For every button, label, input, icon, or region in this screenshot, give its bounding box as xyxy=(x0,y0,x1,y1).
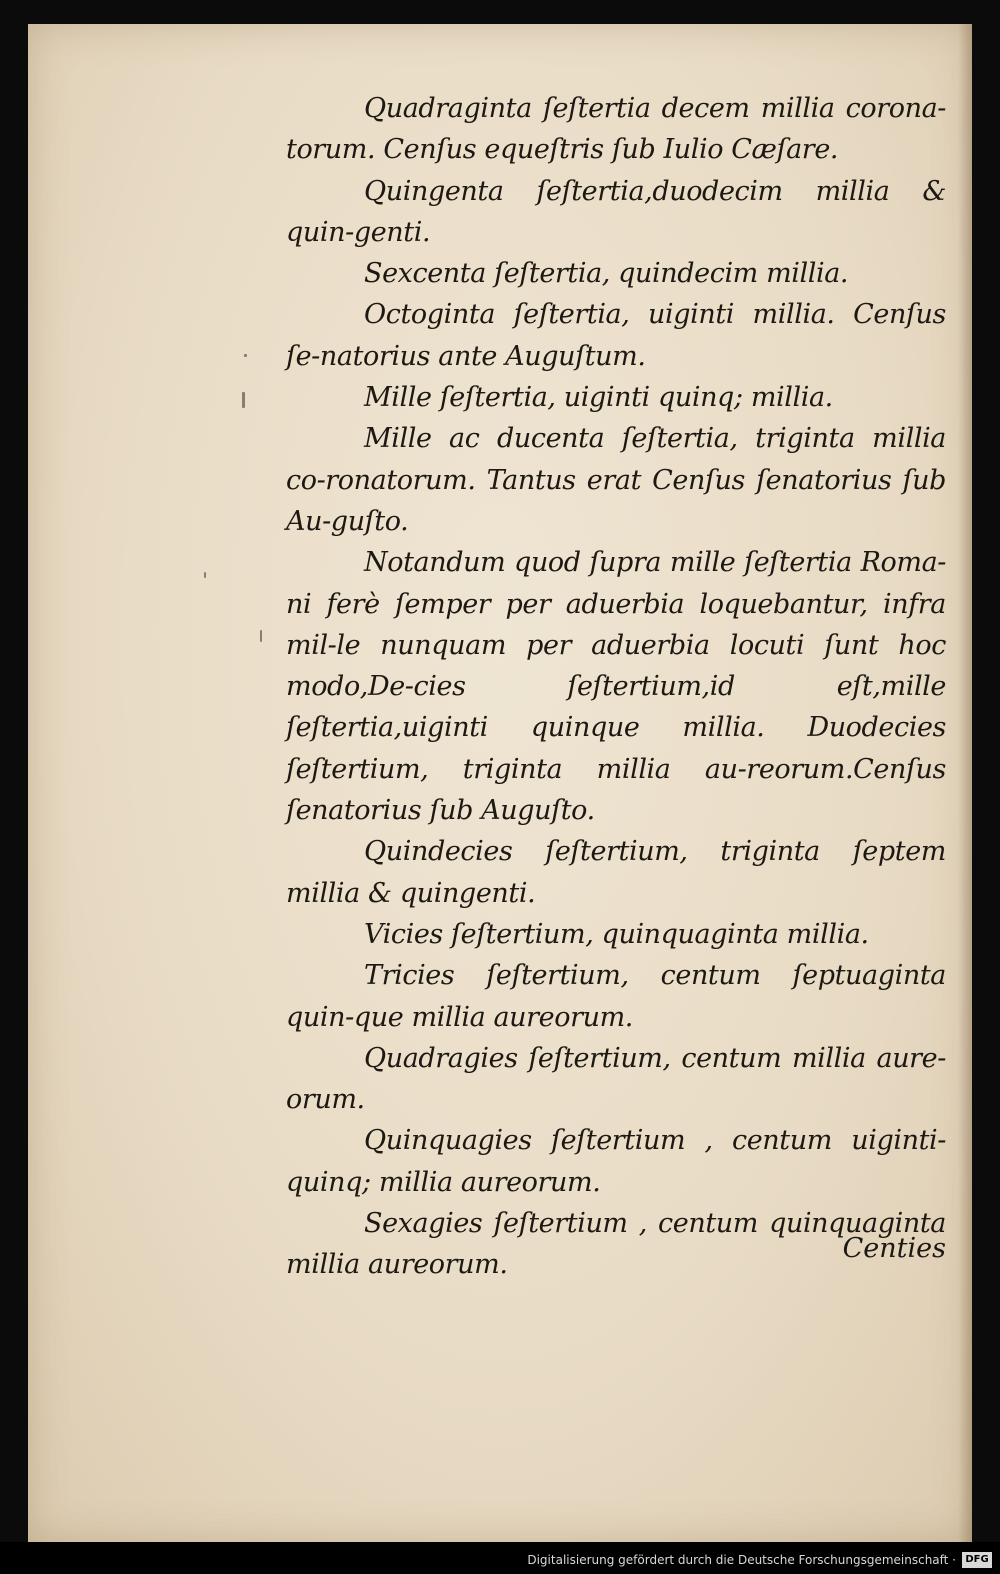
page-text-block xyxy=(286,88,946,1286)
dfg-logo: DFG xyxy=(962,1552,992,1568)
digitization-footer xyxy=(0,1542,1000,1574)
text-paragraph: Quinquagies ſeſtertium , centum uiginti-quinq; millia aureorum. xyxy=(286,1125,946,1198)
text-paragraph: Mille ac ducenta ſeſtertia, triginta millia co-ronatorum. Tantus erat Cenſus ſenatorius ſub Au-guſto. xyxy=(286,423,946,537)
text-paragraph: Quadragies ſeſtertium, centum millia aure-orum. xyxy=(286,1042,946,1116)
text-paragraph: Sexagies ſeſtertium , centum quinquaginta millia aureorum. xyxy=(286,1208,946,1281)
paper-speck xyxy=(204,572,206,578)
text-paragraph: Mille ſeſtertia, uiginti quinq; millia. xyxy=(364,382,833,414)
paper-speck xyxy=(242,392,245,408)
text-paragraph: Quadraginta ſeſtertia decem millia corona-torum. Cenſus equeſtris ſub Iulio Cæſare. xyxy=(286,93,946,166)
text-paragraph: Octoginta ſeſtertia, uiginti millia. Cenſus ſe-natorius ante Auguſtum. xyxy=(286,299,946,372)
text-paragraph: Sexcenta ſeſtertia, quindecim millia. xyxy=(364,258,849,290)
funding-credit: Digitalisierung gefördert durch die Deutsche Forschungsgemeinschaft · xyxy=(527,1553,956,1567)
catchword: Centies xyxy=(842,1233,946,1264)
text-paragraph: Quindecies ſeſtertium, triginta ſeptem millia & quingenti. xyxy=(286,836,946,909)
text-paragraph: Vicies ſeſtertium, quinquaginta millia. xyxy=(364,918,869,950)
text-paragraph: Notandum quod ſupra mille ſeſtertia Roma-ni ferè ſemper per aduerbia loquebantur, infra mil-le nunquam per aduerbia locuti ſunt hoc modo,De-cies ſeſtertium,id eſt,mille ſeſtertia,uiginti quinque millia. Duodecies ſeſtertium, triginta millia au-reorum.Cenſus ſenatorius ſub Auguſto. xyxy=(286,547,946,827)
paper-speck xyxy=(244,354,247,357)
catchword-line xyxy=(286,1228,946,1269)
text-paragraph: Tricies ſeſtertium, centum ſeptuaginta quin-que millia aureorum. xyxy=(286,960,946,1033)
text-paragraph: Quingenta ſeſtertia,duodecim millia & quin-genti. xyxy=(286,175,946,248)
page-edge-shadow xyxy=(958,24,972,1542)
paper-speck xyxy=(260,630,262,642)
book-page xyxy=(28,24,972,1542)
